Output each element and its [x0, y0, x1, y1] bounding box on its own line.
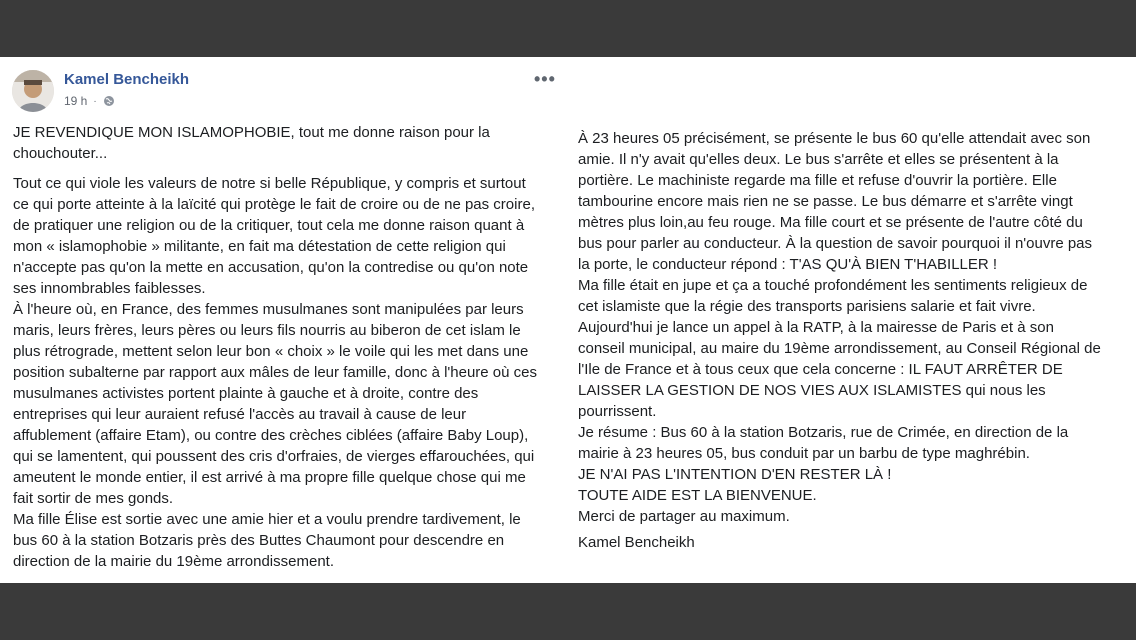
avatar-photo	[12, 70, 54, 112]
more-options-icon[interactable]: •••	[534, 69, 556, 89]
post-right-column	[566, 57, 1136, 583]
dot-separator: ·	[93, 95, 97, 107]
globe-icon	[103, 95, 115, 107]
post-author-name[interactable]: Kamel Bencheikh	[64, 71, 190, 88]
post-signature: Kamel Bencheikh	[578, 534, 695, 551]
post-body-left-text: Tout ce qui viole les valeurs de notre si belle République, y compris et surtout ce qui porte atteinte à la laïcité qui protège le fait de croire ou de ne pas croire, de pratiquer une religion ou de la critiquer, tout cela me donne raison quant à mon « islamophobie » militante, en fait ma détestation de cette religion qui n'accepte pas qu'on la mette en accusation, qu'on la contredise ou qu'on note ses innombrables faiblesses. À l'heure où, en France, des femmes musulmanes sont manipulées par leurs maris, leurs frères, leurs pères ou leurs fils nourris au biberon de cet islam le plus rétrograde, mettent selon leur bon « choix » le voile qui les met dans une position subalterne par rapport aux mâles de leur famille, donc à l'heure où ces musulmanes activistes portent plainte à gauche et à droite, contre des entreprises qui leur auraient refusé l'accès au travail à cause de leur affublement (affaire Etam), ou contre des crèches ciblées (affaire Baby Loup), qui se lamentent, qui poussent des cris d'orfraies, de vierges effarouchées, qui ameutent le monde entier, il est arrivé à ma propre fille quelque chose qui me fait sortir de mes gonds. Ma fille Élise est sortie avec une amie hier et a voulu prendre tardivement, le bus 60 à la station Botzaris près des Buttes Chaumont pour descendre en direction de la mairie du 19ème arrondissement.	[13, 175, 537, 570]
post-timestamp[interactable]: 19 h	[64, 94, 88, 108]
post-left-column	[0, 57, 560, 583]
avatar[interactable]	[12, 70, 54, 112]
post-body-right-text: À 23 heures 05 précisément, se présente le bus 60 qu'elle attendait avec son amie. Il n'y avait qu'elles deux. Le bus s'arrête et elles se présentent à la portière. Le machiniste regarde ma fille et refuse d'ouvrir la portière. Elle tambourine encore mais rien ne se passe. Le bus démarre et s'arrête vingt mètres plus loin,au feu rouge. Ma fille court et se présente de l'autre côté du bus pour parler au conducteur. À la question de savoir pourquoi il n'ouvre pas la porte, le conducteur répond : T'AS QU'À BIEN T'HABILLER ! Ma fille était en jupe et ça a touché profondément les sentiments religieux de cet islamiste que la régie des transports parisiens salarie et fait vivre. Aujourd'hui je lance un appel à la RATP, à la mairesse de Paris et à son conseil municipal, au maire du 19ème arrondissement, au Conseil Régional de l'Ile de France et à tous ceux que cela concerne : IL FAUT ARRÊTER DE LAISSER LA GESTION DE NOS VIES AUX ISLAMISTES qui nous les pourrissent. Je résume : Bus 60 à la station Botzaris, rue de Crimée, en direction de la mairie à 23 heures 05, bus conduit par un barbu de type maghrébin. JE N'AI PAS L'INTENTION D'EN RESTER LÀ ! TOUTE AIDE EST LA BIENVENUE. Merci de partager au maximum.	[578, 130, 1101, 525]
post-body-right	[578, 128, 1126, 527]
post-meta	[64, 94, 115, 108]
facebook-post-card	[0, 57, 1136, 583]
post-intro-text: JE REVENDIQUE MON ISLAMOPHOBIE, tout me donne raison pour la chouchouter...	[13, 124, 490, 162]
post-intro	[13, 122, 553, 164]
post-body-left	[13, 173, 553, 572]
